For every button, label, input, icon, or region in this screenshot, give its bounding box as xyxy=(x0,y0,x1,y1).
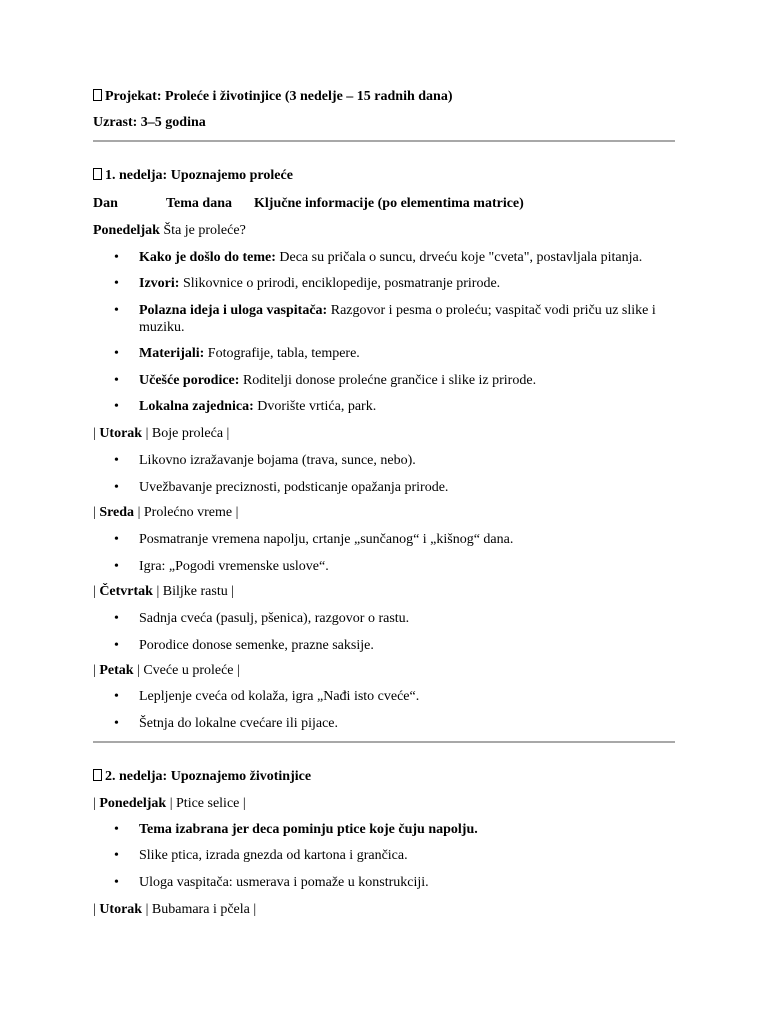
day-topic: Ptice selice xyxy=(176,796,240,811)
thursday-row: | Četvrtak | Biljke rastu | xyxy=(93,584,235,599)
col-info-header: Ključne informacije (po elementima matrice) xyxy=(254,196,524,211)
day-topic: Šta je proleće? xyxy=(163,223,246,238)
bullet: • xyxy=(114,303,119,318)
list-item: • Slike ptica, izrada gnezda od kartona i grančica. xyxy=(114,848,408,863)
bullet: • xyxy=(114,250,119,265)
list-item: • Uloga vaspitača: usmerava i pomaže u konstrukciji. xyxy=(114,875,429,890)
day-name: Utorak xyxy=(99,426,143,441)
day-topic: Prolećno vreme xyxy=(143,505,233,520)
day-name: Ponedeljak xyxy=(99,796,167,811)
divider xyxy=(93,140,675,142)
bullet: • xyxy=(114,689,119,704)
list-item: • Igra: „Pogodi vremenske uslove“. xyxy=(114,559,329,574)
week1-title: 1. nedelja: Upoznajemo proleće xyxy=(105,168,293,183)
tuesday-row: | Utorak | Boje proleća | xyxy=(93,426,230,441)
list-item: • Uvežbavanje preciznosti, podsticanje opažanja prirode. xyxy=(114,480,449,495)
week2-title-line xyxy=(93,768,311,785)
col-day-header: Dan xyxy=(93,196,118,211)
missing-glyph-icon xyxy=(93,89,102,101)
list-item: • Lokalna zajednica: Dvorište vrtića, park. xyxy=(114,399,377,414)
list-item: • Materijali: Fotografije, tabla, tempere. xyxy=(114,346,360,361)
col-topic-header: Tema dana xyxy=(166,196,233,211)
age-label: Uzrast: 3–5 godina xyxy=(93,115,206,130)
monday-row xyxy=(93,222,246,239)
missing-glyph-icon xyxy=(93,769,102,781)
bullet: • xyxy=(114,399,119,414)
list-item: • Likovno izražavanje bojama (trava, sunce, nebo). xyxy=(114,453,416,468)
day-name: Utorak xyxy=(99,902,143,917)
list-item: • Posmatranje vremena napolju, crtanje „sunčanog“ i „kišnog“ dana. xyxy=(114,532,514,547)
divider xyxy=(93,741,675,743)
list-item: • Učešće porodice: Roditelji donose prolećne grančice i slike iz prirode. xyxy=(114,373,537,388)
wednesday-row: | Sreda | Prolećno vreme | xyxy=(93,505,239,520)
bullet: • xyxy=(114,532,119,547)
day-topic: Bubamara i pčela xyxy=(151,902,250,917)
bullet: • xyxy=(114,611,119,626)
day-name: Ponedeljak xyxy=(93,223,160,238)
day-name: Četvrtak xyxy=(99,584,153,599)
day-name: Petak xyxy=(99,663,134,678)
day-topic: Cveće u proleće xyxy=(143,663,234,678)
bullet: • xyxy=(114,822,119,837)
week2-title: 2. nedelja: Upoznajemo životinjice xyxy=(105,769,312,784)
list-item: • Lepljenje cveća od kolaža, igra „Nađi isto cveće“. xyxy=(114,689,420,704)
day-name: Sreda xyxy=(99,505,135,520)
list-item: • Izvori: Slikovnice o prirodi, enciklopedije, posmatranje prirode. xyxy=(114,276,501,291)
table-header xyxy=(93,195,524,212)
bullet: • xyxy=(114,276,119,291)
bullet: • xyxy=(114,559,119,574)
list-item: • Šetnja do lokalne cvećare ili pijace. xyxy=(114,716,339,731)
list-item: • Porodice donose semenke, prazne saksije. xyxy=(114,638,374,653)
age-line xyxy=(93,114,206,131)
week1-title-line xyxy=(93,167,293,184)
bullet: • xyxy=(114,346,119,361)
bullet: • xyxy=(114,453,119,468)
list-item: • Sadnja cveća (pasulj, pšenica), razgovor o rastu. xyxy=(114,611,410,626)
day-topic: Biljke rastu xyxy=(162,584,228,599)
bullet: • xyxy=(114,875,119,890)
day-topic: Boje proleća xyxy=(151,426,224,441)
project-title: Projekat: Proleće i životinjice (3 nedelje – 15 radnih dana) xyxy=(105,89,453,104)
bullet: • xyxy=(114,716,119,731)
list-item: • Kako je došlo do teme: Deca su pričala o suncu, drveću koje "cveta", postavljala pitanja. xyxy=(114,250,643,265)
bullet: • xyxy=(114,848,119,863)
week2-tuesday-row: | Utorak | Bubamara i pčela | xyxy=(93,902,257,917)
bullet: • xyxy=(114,373,119,388)
list-item: • Polazna ideja i uloga vaspitača: Razgovor i pesma o proleću; vaspitač vodi priču uz slike i muziku. xyxy=(114,303,656,335)
list-item: • Tema izabrana jer deca pominju ptice koje čuju napolju. xyxy=(114,822,478,837)
project-title-line xyxy=(93,88,452,105)
week2-monday-row: | Ponedeljak | Ptice selice | xyxy=(93,796,246,811)
missing-glyph-icon xyxy=(93,168,102,180)
bullet: • xyxy=(114,638,119,653)
bullet: • xyxy=(114,480,119,495)
friday-row: | Petak | Cveće u proleće | xyxy=(93,663,240,678)
